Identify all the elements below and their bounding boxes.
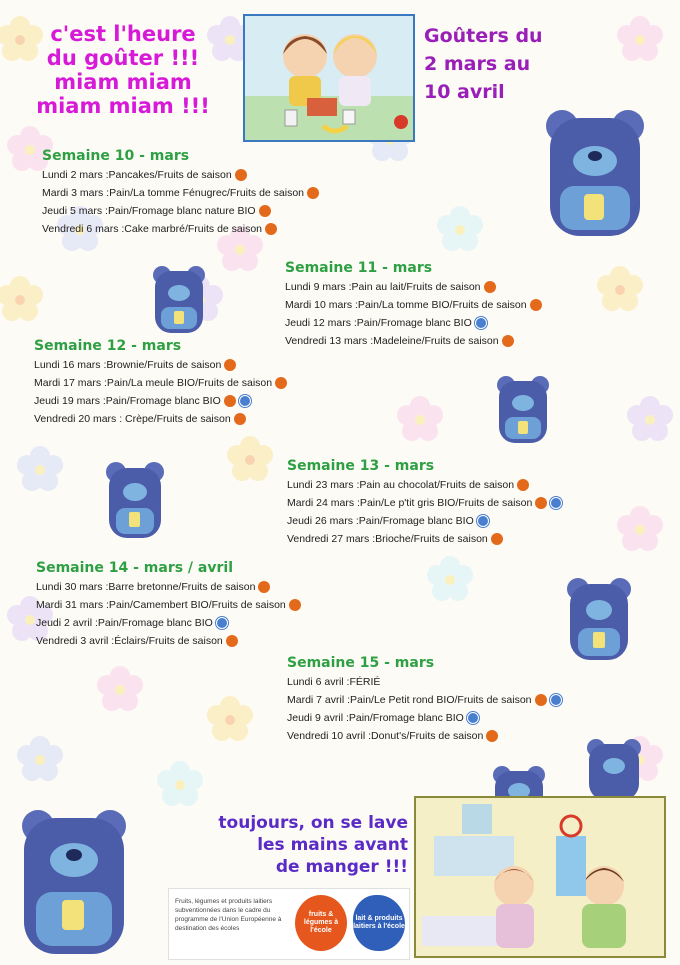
day-text: Lundi 16 mars :Brownie/Fruits de saison	[34, 359, 222, 371]
milk-logo-icon	[475, 317, 487, 329]
fruit-logo-icon	[265, 223, 277, 235]
day-entry	[34, 392, 287, 410]
week-section	[285, 260, 542, 350]
day-entry	[285, 278, 542, 296]
handwash-illustration	[414, 796, 666, 958]
fruit-logo-icon	[224, 395, 236, 407]
day-entry	[285, 296, 542, 314]
snack-illustration	[243, 14, 415, 142]
week-section	[36, 560, 301, 650]
bear-backpack-icon	[104, 462, 166, 542]
week-title: Semaine 10 - mars	[42, 148, 190, 164]
day-text: Mardi 3 mars :Pain/La tomme Fénugrec/Fruits de saison	[42, 187, 305, 199]
week-title: Semaine 14 - mars / avril	[36, 560, 233, 576]
day-text: Jeudi 2 avril :Pain/Fromage blanc BIO	[36, 617, 213, 629]
day-text: Mardi 17 mars :Pain/La meule BIO/Fruits de saison	[34, 377, 273, 389]
milk-logo-icon	[239, 395, 251, 407]
bear-backpack-icon	[584, 738, 644, 800]
day-text: Jeudi 5 mars :Pain/Fromage blanc nature BIO	[42, 205, 256, 217]
fruit-logo-icon	[224, 359, 236, 371]
day-entry	[36, 596, 301, 614]
bear-backpack-icon	[565, 578, 633, 664]
message-line: de manger !!!	[275, 857, 408, 877]
header-left-line: du goûter !!!	[46, 46, 200, 70]
milk-logo-icon	[550, 694, 562, 706]
week-title: Semaine 13 - mars	[287, 458, 435, 474]
day-entry	[42, 202, 319, 220]
message-line: les mains avant	[257, 835, 408, 855]
day-entry	[34, 410, 287, 428]
day-entry	[36, 614, 301, 632]
program-description: Fruits, légumes et produits laitiers subventionnées dans le cadre du programme de l'Union Européenne à destination des écoles	[175, 898, 282, 932]
day-text: Vendredi 13 mars :Madeleine/Fruits de saison	[285, 335, 499, 347]
fruit-logo-icon	[530, 299, 542, 311]
lait-produits-logo: lait & produits laitiers à l'école	[353, 895, 405, 951]
milk-logo-icon	[477, 515, 489, 527]
week-title: Semaine 12 - mars	[34, 338, 182, 354]
fruit-logo-icon	[235, 169, 247, 181]
day-text: Vendredi 27 mars :Brioche/Fruits de saison	[287, 533, 488, 545]
day-text: Vendredi 3 avril :Éclairs/Fruits de saison	[36, 635, 223, 647]
bear-backpack-icon	[150, 265, 208, 337]
day-entry	[285, 332, 542, 350]
fruits-legumes-logo: fruits & légumes à l'école	[295, 895, 347, 951]
day-text: Mardi 24 mars :Pain/Le p'tit gris BIO/Fruits de saison	[287, 497, 533, 509]
day-text: Lundi 30 mars :Barre bretonne/Fruits de saison	[36, 581, 256, 593]
bear-backpack-icon	[540, 106, 650, 241]
day-text: Vendredi 6 mars :Cake marbré/Fruits de saison	[42, 223, 263, 235]
day-entry	[287, 691, 562, 709]
day-entry	[287, 512, 562, 530]
day-text: Jeudi 26 mars :Pain/Fromage blanc BIO	[287, 515, 474, 527]
bear-backpack-icon	[18, 808, 130, 958]
fruit-logo-icon	[259, 205, 271, 217]
day-entry	[36, 578, 301, 596]
week-section	[42, 148, 319, 238]
fruit-logo-icon	[307, 187, 319, 199]
header-right-line: 2 mars au	[424, 53, 531, 75]
bear-backpack-icon	[494, 375, 552, 447]
day-entry	[287, 727, 562, 745]
day-text: Lundi 23 mars :Pain au chocolat/Fruits de saison	[287, 479, 515, 491]
day-text: Mardi 31 mars :Pain/Camembert BIO/Fruits de saison	[36, 599, 286, 611]
day-text: Jeudi 19 mars :Pain/Fromage blanc BIO	[34, 395, 221, 407]
day-text: Mardi 7 avril :Pain/Le Petit rond BIO/Fruits de saison	[287, 694, 532, 706]
day-text: Vendredi 10 avril :Donut's/Fruits de saison	[287, 730, 484, 742]
fruit-logo-icon	[517, 479, 529, 491]
day-text: Lundi 9 mars :Pain au lait/Fruits de saison	[285, 281, 481, 293]
header-left-line: miam miam !!!	[36, 94, 210, 118]
message-line: toujours, on se lave	[218, 813, 408, 833]
milk-logo-icon	[216, 617, 228, 629]
handwash-message	[168, 812, 408, 878]
day-entry	[42, 220, 319, 238]
fruit-logo-icon	[275, 377, 287, 389]
day-entry	[42, 184, 319, 202]
day-entry	[287, 530, 562, 548]
fruit-logo-icon	[535, 497, 547, 509]
header-right-line: Goûters du	[424, 25, 543, 47]
week-section	[34, 338, 287, 428]
day-text: Mardi 10 mars :Pain/La tomme BIO/Fruits de saison	[285, 299, 527, 311]
fruit-logo-icon	[502, 335, 514, 347]
fruit-logo-icon	[226, 635, 238, 647]
milk-logo-icon	[550, 497, 562, 509]
header-left-title	[18, 22, 228, 118]
day-entry	[287, 709, 562, 727]
week-section	[287, 655, 562, 745]
header-left-line: miam miam	[54, 70, 192, 94]
fruit-logo-icon	[491, 533, 503, 545]
day-entry	[34, 356, 287, 374]
day-text: Jeudi 9 avril :Pain/Fromage blanc BIO	[287, 712, 464, 724]
day-text: Lundi 6 avril :FÉRIÉ	[287, 676, 381, 688]
fruit-logo-icon	[535, 694, 547, 706]
day-text: Lundi 2 mars :Pancakes/Fruits de saison	[42, 169, 232, 181]
day-entry	[42, 166, 319, 184]
fruit-logo-icon	[486, 730, 498, 742]
header-right-line: 10 avril	[424, 81, 505, 103]
week-section	[287, 458, 562, 548]
day-entry	[285, 314, 542, 332]
week-title: Semaine 11 - mars	[285, 260, 433, 276]
header-right-title	[424, 22, 543, 106]
fruit-logo-icon	[234, 413, 246, 425]
day-entry	[36, 632, 301, 650]
day-entry	[287, 673, 562, 691]
day-entry	[287, 494, 562, 512]
day-text: Vendredi 20 mars : Crèpe/Fruits de saison	[34, 413, 231, 425]
week-title: Semaine 15 - mars	[287, 655, 435, 671]
day-text: Jeudi 12 mars :Pain/Fromage blanc BIO	[285, 317, 472, 329]
day-entry	[287, 476, 562, 494]
fruit-logo-icon	[289, 599, 301, 611]
milk-logo-icon	[467, 712, 479, 724]
program-logos	[168, 888, 410, 960]
header-left-line: c'est l'heure	[50, 22, 196, 46]
fruit-logo-icon	[484, 281, 496, 293]
day-entry	[34, 374, 287, 392]
fruit-logo-icon	[258, 581, 270, 593]
